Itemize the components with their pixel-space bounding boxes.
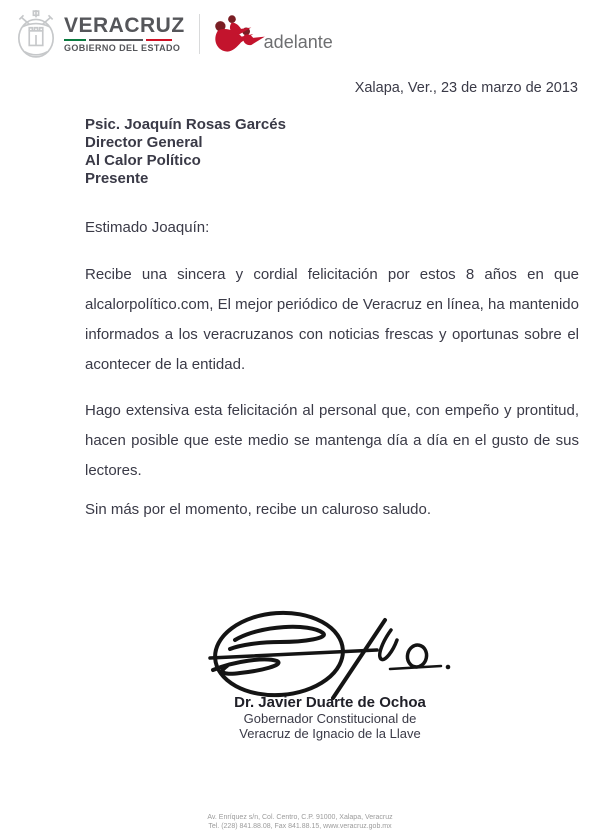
closing-line: Sin más por el momento, recibe un caluroso saludo.: [85, 501, 432, 518]
recipient-block: [85, 116, 286, 188]
footer: [0, 813, 600, 831]
signer-title-line2: Veracruz de Ignacio de la Llave: [239, 726, 421, 741]
recipient-name: Psic. Joaquín Rosas Garcés: [85, 116, 286, 133]
flag-color-bar: [64, 39, 172, 41]
signer-title-line1: Gobernador Constitucional de: [243, 711, 417, 726]
veracruz-logo-title: VERACRUZ: [64, 14, 185, 37]
adelante-logo-label: adelante: [263, 32, 333, 52]
date-line: Xalapa, Ver., 23 de marzo de 2013: [354, 80, 578, 96]
letterhead: [12, 8, 333, 60]
footer-address-line: Av. Enríquez s/n, Col. Centro, C.P. 91000, Xalapa, Veracruz: [207, 814, 393, 821]
footer-contact-line: Tel. (228) 841.88.08, Fax 841.88.15, www.veracruz.gob.mx: [208, 823, 392, 830]
recipient-organization: Al Calor Político: [85, 152, 201, 169]
flag-gray-segment: [89, 39, 143, 41]
adelante-logo: [212, 11, 333, 57]
recipient-title: Director General: [85, 134, 203, 151]
recipient-presente: Presente: [85, 170, 149, 187]
veracruz-wordmark: [64, 15, 185, 53]
handwritten-signature: [205, 585, 465, 705]
body-paragraph-2: Hago extensiva esta felicitación al personal que, con empeño y prontitud, hacen posible que este medio se mantenga día a día en el gusto de sus lectores.: [85, 402, 579, 479]
adelante-figures-icon: [212, 11, 270, 57]
signer-block: [130, 694, 530, 741]
flag-green-segment: [64, 39, 86, 41]
salutation: Estimado Joaquín:: [85, 219, 210, 236]
logo-divider: [199, 14, 200, 54]
flag-red-segment: [146, 39, 172, 41]
signer-name: Dr. Javier Duarte de Ochoa: [234, 694, 426, 711]
veracruz-coat-of-arms-icon: [12, 8, 60, 60]
body-paragraph-1: Recibe una sincera y cordial felicitación por estos 8 años en que alcalorpolítico.com, El mejor periódico de Veracruz en línea, ha mantenido informados a los veracruzanos con noticias frescas y oportunas sobre el acontecer de la entidad.: [85, 266, 579, 373]
veracruz-logo-subtitle: GOBIERNO DEL ESTADO: [64, 43, 181, 53]
